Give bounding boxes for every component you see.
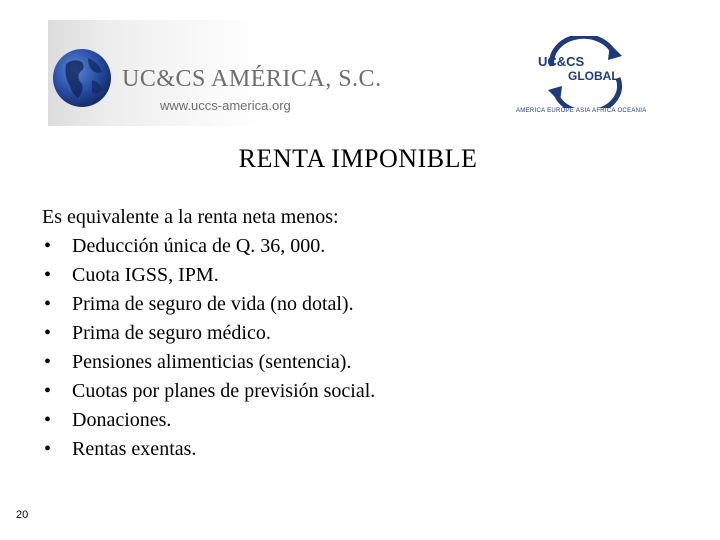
list-item: • Pensiones alimenticias (sentencia). bbox=[42, 348, 375, 377]
bullet-icon: • bbox=[44, 322, 52, 344]
bullet-icon: • bbox=[44, 264, 52, 286]
list-item: • Prima de seguro de vida (no dotal). bbox=[42, 290, 375, 319]
list-item: • Donaciones. bbox=[42, 406, 375, 435]
list-item: • Deducción única de Q. 36, 000. bbox=[42, 232, 375, 261]
list-item: • Cuotas por planes de previsión social. bbox=[42, 377, 375, 406]
logo-regions-text: AMERICA EUROPE ASIA AFRICA OCEANIA bbox=[516, 108, 647, 114]
bullet-icon: • bbox=[44, 351, 52, 373]
uccs-global-logo bbox=[530, 36, 634, 108]
globe-logo-icon bbox=[52, 48, 112, 108]
organization-url: www.uccs-america.org bbox=[160, 98, 291, 113]
logo-text-global: GLOBAL bbox=[568, 69, 619, 83]
list-item: • Cuota IGSS, IPM. bbox=[42, 261, 375, 290]
logo-text-uccs: UC&CS bbox=[538, 54, 585, 69]
bullet-list bbox=[42, 232, 375, 464]
bullet-icon: • bbox=[44, 409, 52, 431]
page-number: 20 bbox=[16, 509, 29, 521]
organization-name: UC&CS AMÉRICA, S.C. bbox=[122, 66, 382, 92]
list-item: • Rentas exentas. bbox=[42, 435, 375, 464]
list-item: • Prima de seguro médico. bbox=[42, 319, 375, 348]
slide-content bbox=[42, 203, 375, 464]
bullet-icon: • bbox=[44, 438, 52, 460]
bullet-icon: • bbox=[44, 235, 52, 257]
intro-text: Es equivalente a la renta neta menos: bbox=[42, 206, 339, 228]
bullet-icon: • bbox=[44, 380, 52, 402]
bullet-icon: • bbox=[44, 293, 52, 315]
slide-title: RENTA IMPONIBLE bbox=[238, 144, 478, 173]
